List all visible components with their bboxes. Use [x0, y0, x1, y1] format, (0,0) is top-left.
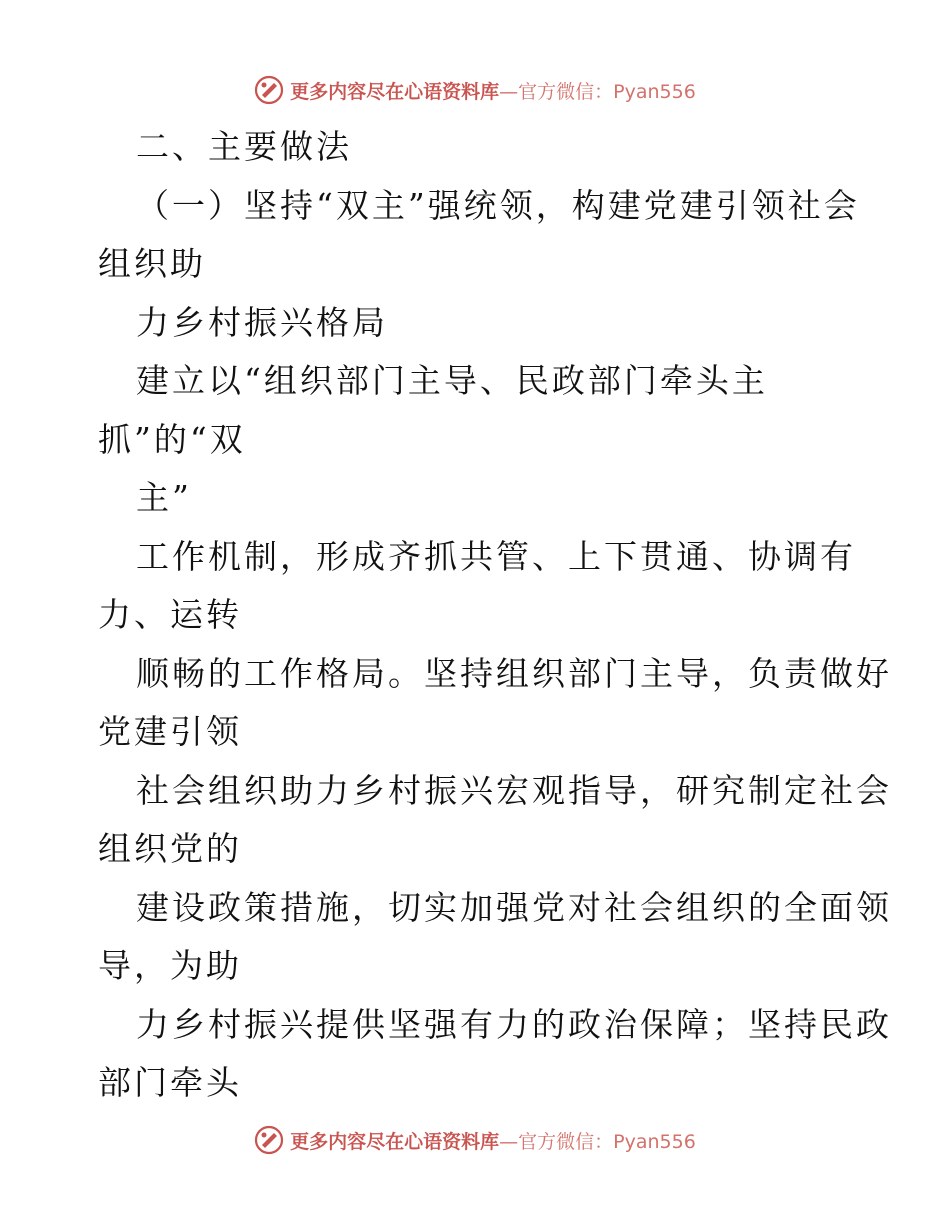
text-line: 建设政策措施，切实加强党对社会组织的全面领	[136, 887, 892, 927]
page-header-banner	[0, 72, 950, 108]
document-body	[98, 118, 898, 1113]
text-line: 组织助	[98, 244, 206, 283]
banner-text: 更多内容尽在心语资料库	[290, 1130, 500, 1153]
page-footer-banner	[0, 1122, 950, 1158]
text-line: 社会组织助力乡村振兴宏观指导，研究制定社会	[136, 770, 892, 810]
text-line: 抓”的“双	[98, 419, 246, 459]
text-line: 力乡村振兴格局	[136, 302, 388, 342]
text-line: 部门牵头	[98, 1063, 242, 1102]
text-line: 导，为助	[98, 946, 242, 985]
text-line: 党建引领	[98, 712, 242, 751]
brand-logo-icon	[254, 1125, 284, 1155]
text-line: 顺畅的工作格局。坚持组织部门主导，负责做好	[136, 653, 892, 693]
text-line: 力乡村振兴提供坚强有力的政治保障；坚持民政	[136, 1004, 892, 1044]
text-line: 建立以“组织部门主导、民政部门牵头主	[136, 361, 768, 400]
banner-wechat: —官方微信：Pyan556	[499, 80, 696, 103]
banner-text: 更多内容尽在心语资料库	[290, 80, 500, 103]
text-line: 主”	[136, 478, 192, 517]
text-line: 组织党的	[98, 829, 242, 868]
brand-logo-icon	[254, 75, 284, 105]
text-line: 力、运转	[98, 595, 242, 634]
banner-wechat: —官方微信：Pyan556	[499, 1130, 696, 1153]
text-line: 工作机制，形成齐抓共管、上下贯通、协调有	[136, 536, 856, 576]
text-line: 二、主要做法	[136, 127, 352, 166]
text-line: （一）坚持“双主”强统领，构建党建引领社会	[136, 185, 860, 225]
